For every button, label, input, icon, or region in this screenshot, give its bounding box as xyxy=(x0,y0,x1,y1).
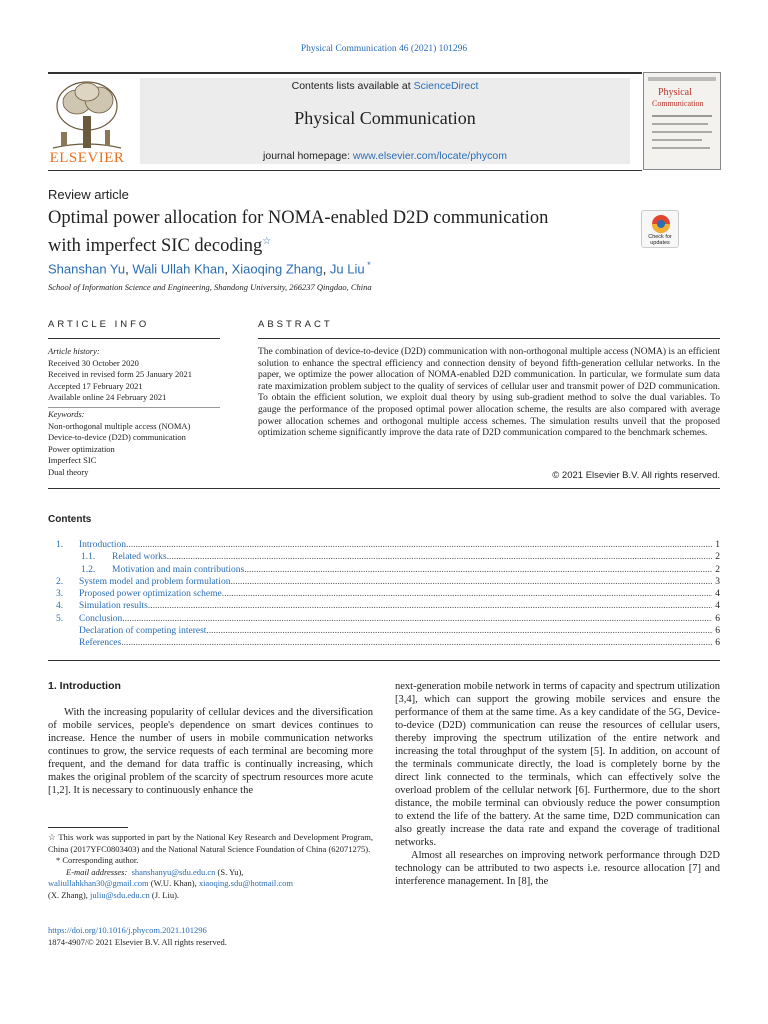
check-updates-icon xyxy=(643,213,679,235)
keyword-item: Device-to-device (D2D) communication xyxy=(48,432,186,442)
header-top-rule xyxy=(48,72,642,74)
check-for-updates-button[interactable] xyxy=(641,210,679,248)
title-line-2: with imperfect SIC decoding xyxy=(48,236,263,257)
toc-title[interactable]: Proposed power optimization scheme ..... xyxy=(79,588,712,600)
toc-page: 2 xyxy=(715,552,720,563)
keyword-item: Imperfect SIC xyxy=(48,455,97,465)
author-name[interactable]: Xiaoqing Zhang xyxy=(231,261,323,277)
history-revised: Received in revised form 25 January 2021 xyxy=(48,369,192,379)
keywords xyxy=(48,409,233,478)
doi-block xyxy=(48,925,373,948)
intro-paragraph-1: With the increasing popularity of cellular devices and the diversification of mobile services, people's dependence on smart devices continues to increase. Hence the number of users in mobile communication networks continues to grow, the service requests of each terminal are becoming more frequent, and the demand for data traffic is continually increasing, which makes the original problem of the scarcity of spectrum resources more acute [1,2]. It is necessary to continuously enhance the xyxy=(48,707,373,796)
journal-cover[interactable] xyxy=(643,72,721,170)
contents-bottom-rule xyxy=(48,660,720,661)
email-link[interactable]: xiaoqing.sdu@hotmail.com xyxy=(198,878,294,888)
toc-row[interactable] xyxy=(48,637,720,649)
toc-row[interactable] xyxy=(48,613,720,625)
toc-row[interactable] xyxy=(48,600,720,612)
keyword-item: Dual theory xyxy=(48,466,89,477)
footnote-rule xyxy=(48,827,128,828)
keyword-item: Non-orthogonal multiple access (NOMA) xyxy=(48,420,191,431)
toc-page: 6 xyxy=(715,613,720,624)
email-owner: (J. Liu). xyxy=(149,889,180,900)
toc-number: 2. xyxy=(56,576,64,587)
toc-page: 2 xyxy=(715,564,720,575)
toc-number: 1.2. xyxy=(81,564,96,575)
history-online: Available online 24 February 2021 xyxy=(48,392,167,402)
keyword-item: Power optimization xyxy=(48,443,115,454)
email-link[interactable]: juliu@sdu.edu.cn xyxy=(90,889,150,900)
toc-title[interactable]: Motivation and main contributions ..... xyxy=(112,564,712,576)
issn-copyright: 1874-4907/© 2021 Elsevier B.V. All rights reserved. xyxy=(48,936,227,947)
history-keywords-divider xyxy=(48,407,220,408)
author-name[interactable]: Ju Liu xyxy=(329,261,365,277)
intro-paragraph-2: next-generation mobile network in terms of capacity and spectrum utilization [3,4], which can support the growing mobile services and ensure the performance of them at the same time. As a key candidate of the 5G, Device-to-device (D2D) communication can reuse the resources of cellular users, thereby improving the spectrum utilization of the entire network and increasing the total throughput of the system [5]. In addition, on account of the terminals communicate directly, the load is completely borne by the direct link connected to the terminals, which can effectively solve the overload problem of the cellular network [6]. Furthermore, due to the short distance, the mobile terminal can obviously reduce the power consumption to extend the life of the battery. At the same time, D2D communication can also greatly increase the data rate and expand the coverage of traditional networks. xyxy=(395,681,720,848)
toc-title[interactable]: Simulation results ..... xyxy=(79,600,712,612)
toc-page: 4 xyxy=(715,589,720,600)
article-info-rule xyxy=(48,338,220,339)
journal-name: Physical Communication xyxy=(294,108,476,128)
keywords-heading: Keywords: xyxy=(48,409,85,419)
history-heading: Article history: xyxy=(48,346,100,356)
toc-number: 1.1. xyxy=(81,552,96,563)
toc-row[interactable] xyxy=(48,576,720,588)
affiliation: School of Information Science and Engineering, Shandong University, 266237 Qingdao, China xyxy=(48,282,372,292)
title-line-1: Optimal power allocation for NOMA-enabled D2D communication xyxy=(48,208,549,228)
toc-title[interactable]: Declaration of competing interest ..... xyxy=(79,625,712,637)
elsevier-logo xyxy=(47,76,127,168)
toc-page: 3 xyxy=(715,576,720,587)
article-title xyxy=(48,207,618,258)
toc-number: 5. xyxy=(56,613,64,624)
toc-page: 1 xyxy=(715,540,720,550)
sciencedirect-link[interactable]: ScienceDirect xyxy=(413,80,479,92)
toc-page: 4 xyxy=(715,601,720,612)
toc-number: 3. xyxy=(56,589,64,600)
funding-footnote: ☆ This work was supported in part by the National Key Research and Development Program, China (2017YFC0803403) and the National Natural Science Foundation of China (62071275). xyxy=(48,832,373,854)
contents-prefix: Contents lists available at xyxy=(291,80,414,92)
toc-title[interactable]: Related works ..... xyxy=(112,551,712,563)
author-separator: , xyxy=(125,261,133,277)
publisher-wordmark: ELSEVIER xyxy=(49,150,125,166)
email-label: E-mail addresses: xyxy=(66,866,128,877)
abstract-copyright: © 2021 Elsevier B.V. All rights reserved. xyxy=(552,470,720,481)
toc-title[interactable]: Introduction ..... xyxy=(79,539,712,551)
toc-page: 6 xyxy=(715,638,720,649)
toc-row[interactable] xyxy=(48,551,720,563)
toc-row[interactable] xyxy=(48,588,720,600)
article-type: Review article xyxy=(48,187,129,202)
email-owner: (W.U. Khan), xyxy=(148,878,199,888)
cover-title-top: Physical xyxy=(658,87,692,98)
email-owner: (X. Zhang), xyxy=(48,889,91,900)
toc-number: 1. xyxy=(56,540,64,550)
doi-link[interactable]: https://doi.org/10.1016/j.phycom.2021.101296 xyxy=(48,925,207,935)
history-received: Received 30 October 2020 xyxy=(48,357,139,368)
author-name[interactable]: Shanshan Yu xyxy=(48,261,126,277)
email-link[interactable]: waliullahkhan30@gmail.com xyxy=(48,878,149,888)
section-heading-introduction: 1. Introduction xyxy=(48,680,121,692)
author-separator: , xyxy=(224,261,232,277)
right-column-text xyxy=(395,680,720,888)
toc-title[interactable]: System model and problem formulation ..... xyxy=(79,576,712,588)
toc-title[interactable]: References ..... xyxy=(79,637,712,649)
journal-homepage-link[interactable]: www.elsevier.com/locate/phycom xyxy=(352,150,507,162)
toc-row[interactable] xyxy=(48,564,720,576)
contents-heading: Contents xyxy=(48,514,92,525)
toc-row[interactable] xyxy=(48,625,720,637)
history-accepted: Accepted 17 February 2021 xyxy=(48,380,143,391)
abstract-bottom-rule xyxy=(48,488,720,489)
toc-page: 6 xyxy=(715,626,720,637)
article-info-heading: ARTICLE INFO xyxy=(48,319,150,330)
abstract-rule xyxy=(258,338,720,339)
author-name[interactable]: Wali Ullah Khan xyxy=(132,261,225,277)
toc-title[interactable]: Conclusion ..... xyxy=(79,613,712,625)
abstract-heading: ABSTRACT xyxy=(258,319,333,330)
corresponding-author-mark[interactable]: * xyxy=(364,260,371,270)
toc-number: 4. xyxy=(56,601,64,612)
journal-citation[interactable]: Physical Communication 46 (2021) 101296 xyxy=(300,44,468,54)
contents-available-line xyxy=(140,80,630,92)
intro-paragraph-3: Almost all researches on improving network performance through D2D technology can be attributed to two aspects i.e. resource allocation [7] and interference management. In [8], the xyxy=(395,850,720,887)
author-separator: , xyxy=(322,261,330,277)
header-bottom-rule xyxy=(48,170,642,171)
email-link[interactable]: shanshanyu@sdu.edu.cn xyxy=(131,866,216,877)
toc-row[interactable] xyxy=(48,539,720,551)
journal-homepage-line xyxy=(140,150,630,162)
homepage-prefix: journal homepage: xyxy=(263,150,353,162)
corresponding-footnote: * Corresponding author. xyxy=(56,855,139,865)
table-of-contents xyxy=(48,539,720,650)
title-footnote-star[interactable]: ☆ xyxy=(262,236,272,247)
footnotes xyxy=(48,832,373,901)
article-history xyxy=(48,346,228,404)
cover-title-bottom: Communication xyxy=(652,99,704,108)
check-updates-line2: updates xyxy=(650,240,670,246)
author-list xyxy=(48,260,371,276)
check-updates-line1: Check for xyxy=(648,234,672,240)
abstract-body: The combination of device-to-device (D2D) communication with non-orthogonal multiple access (NOMA) is an efficient solution to enhance the spectral efficiency and connection density of beyond fifth-generation cellular networks. In the paper, we optimize the power allocation of NOMA-enabled D2D communication. In particular, we formulate sum data rate maximization problem subject to the quality of services of cellular user and transmit power of D2D communication. To obtain the efficient solution, we exploit dual theory by using sub-gradient method to solve the dual variables. To gauge the performance of the proposed optimal power allocation scheme, the results are also compared with average power allocation schemes and orthogonal multiple access schemes. The simulation results unveil that the proposed optimization scheme significantly improve the data rate of D2D communication compared to the benchmark schemes. xyxy=(258,347,720,439)
email-owner: (S. Yu), xyxy=(215,866,244,877)
